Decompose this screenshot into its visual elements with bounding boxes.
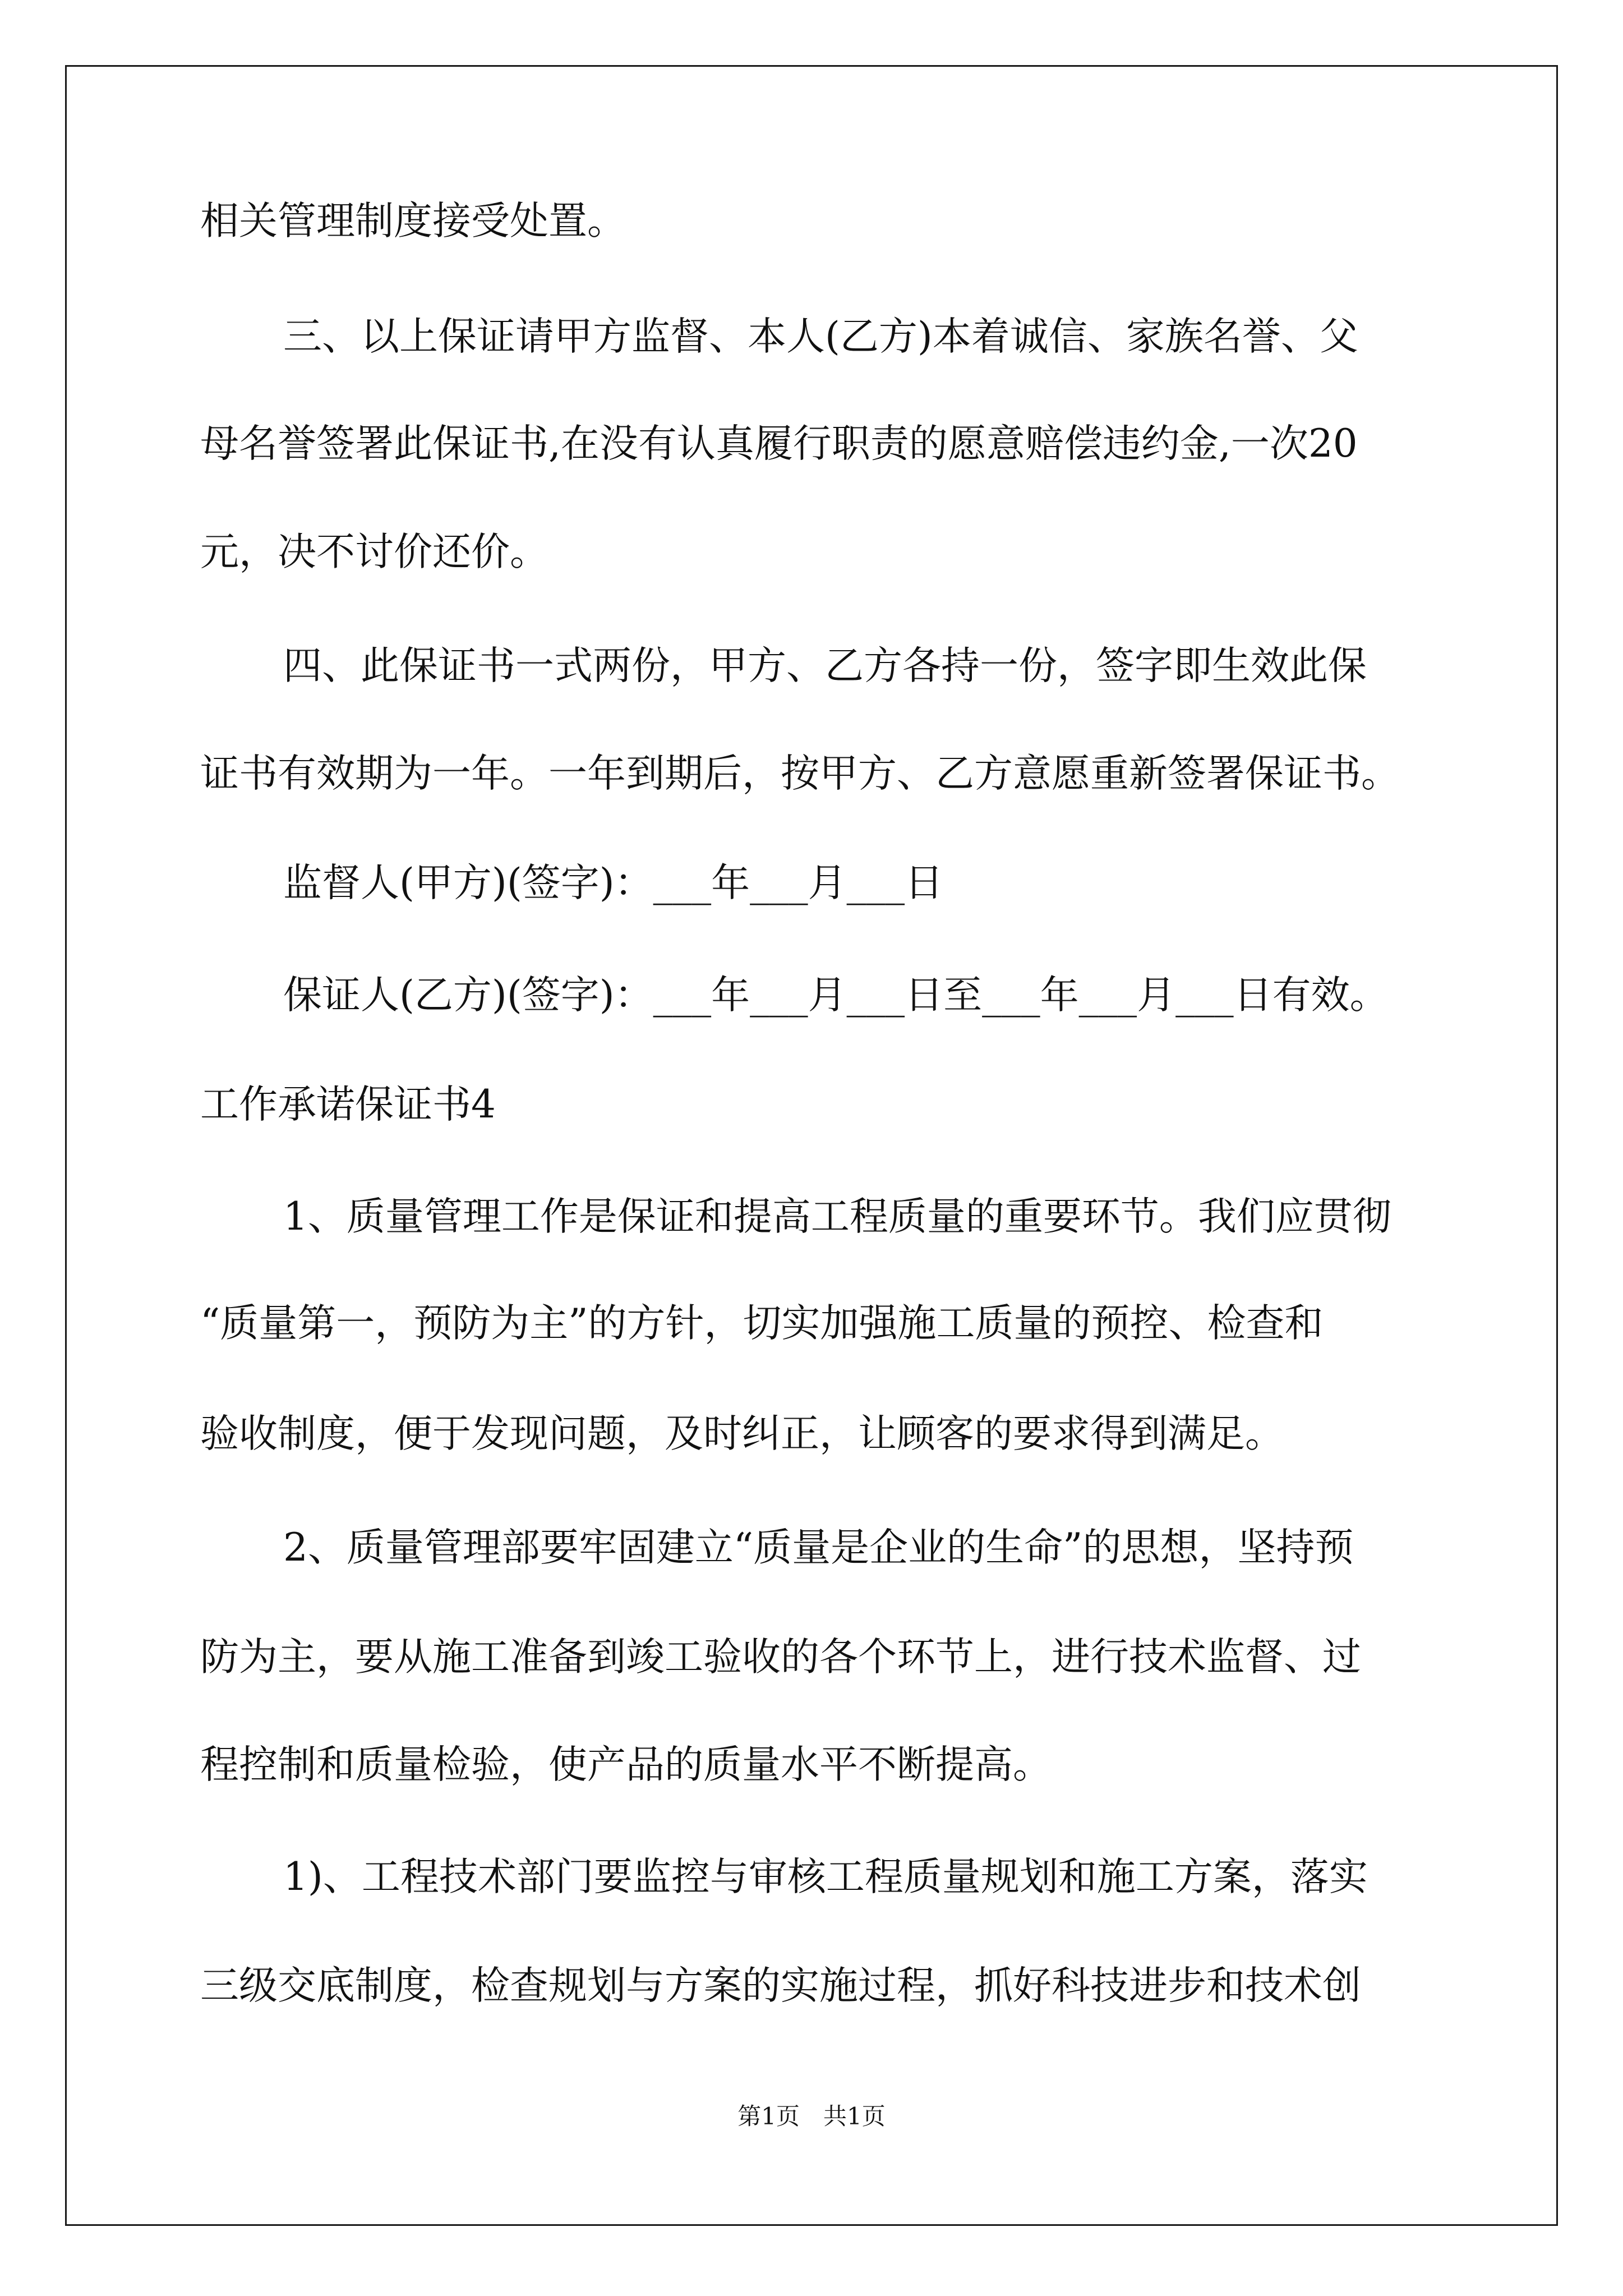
- text-line: 证书有效期为一年。一年到期后，按甲方、乙方意愿重新签署保证书。: [200, 751, 1400, 796]
- text-line: 验收制度，便于发现问题，及时纠正，让顾客的要求得到满足。: [200, 1411, 1284, 1456]
- section-heading: 工作承诺保证书4: [200, 1082, 496, 1127]
- text-line: 元，决不讨价还价。: [200, 530, 548, 574]
- paragraph-2: 2、质量管理部要牢固建立“质量是企业的生命”的思想，坚持预: [283, 1525, 1354, 1570]
- text-line: 三级交底制度，检查规划与方案的实施过程，抓好科技进步和技术创: [200, 1963, 1361, 2008]
- paragraph-4: 四、此保证书一式两份，甲方、乙方各持一份，签字即生效此保: [283, 643, 1367, 688]
- paragraph-3: 三、以上保证请甲方监督、本人(乙方)本着诚信、家族名誉、父: [283, 314, 1358, 359]
- text-line: 程控制和质量检验，使产品的质量水平不断提高。: [200, 1742, 1052, 1787]
- paragraph-1: 1、质量管理工作是保证和提高工程质量的重要环节。我们应贯彻: [283, 1194, 1391, 1239]
- page-footer: 第1页 共1页: [737, 2102, 886, 2130]
- supervisor-signature-line: 监督人(甲方)(签字)：___年___月___日: [283, 861, 944, 905]
- text-line: 母名誉签署此保证书,在没有认真履行职责的愿意赔偿违约金,一次20: [200, 421, 1358, 466]
- page-border: [65, 65, 1558, 2226]
- text-line: 防为主，要从施工准备到竣工验收的各个环节上，进行技术监督、过: [200, 1635, 1361, 1680]
- text-line: “质量第一，预防为主”的方针，切实加强施工质量的预控、检查和: [200, 1301, 1324, 1346]
- text-line: 相关管理制度接受处置。: [200, 199, 626, 243]
- paragraph-2-1: 1)、工程技术部门要监控与审核工程质量规划和施工方案，落实: [283, 1855, 1368, 1899]
- guarantor-signature-line: 保证人(乙方)(签字)：___年___月___日至___年___月___日有效。: [283, 973, 1389, 1018]
